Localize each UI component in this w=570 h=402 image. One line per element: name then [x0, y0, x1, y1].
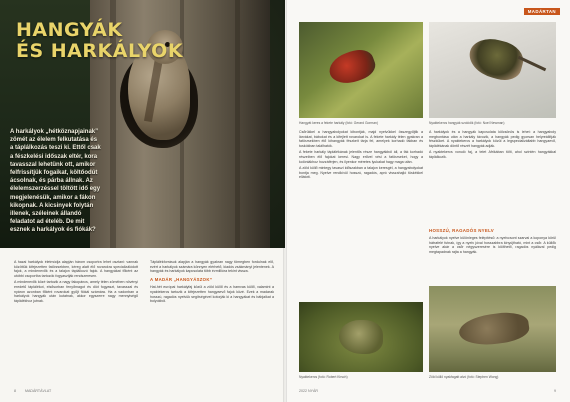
section-heading: A MADÁR „HANGYÁSZOK”	[150, 276, 213, 282]
article-lead: A harkályok „hétköznapjainak” zömét az élelem felkutatása és a táplálkozás teszi ki. Ettől csak a fészkelési időszak eltér, kora tavasszal lehetünk ott, amikor felfrissítjük fogaikat, költőodút ácsolnak, és párba állnak. Az élelemszerzéssel töltött idő egy megjelenésük, amikor a fákon kikopnak. A kicsinyek folytán illenek, széleinek állandó feladatot ad ételéb. De mit esznek a harkályok és fiókák?	[10, 129, 101, 234]
photo-caption: Nyaktekercs (fotó: Robert Kirsch)	[299, 375, 348, 379]
text-column-3: Csőrükkel a hangyabolyokat kibontják, majd nyelvükkel összegyűjtik a lárvákat, bábokat és a kifejlett rovarokat is. A fekete harkály télen gyakran a fatörzsekben élő lóhangyák fészkeit tárja fel, amelyek korhadó fákban és tuskókban találhatók. A fekete harkály táplálékának jelentős része hangyákból áll, a fák korhadó részeiben élő fajokat keresi. Nagy erővel vési a fatörzseket, hogy a kolóniákhoz hozzáférjen, és ilyenkor méretes lyukakat hagy maga után. A zöld küllő mintegy tavaszi időszakban a talajon keresgél, a hangyabolyokat bontja meg. Nyelve rendkívül hosszú, ragadós, apró visszahajló tüskékkel ellátott.	[299, 130, 423, 180]
wryneck-icon	[339, 320, 383, 354]
photo-caption: Zöld küllő nyakfagatt alvó (fotó: Stephen Wong)	[429, 375, 499, 379]
section-heading: HOSSZÚ, RAGADÓS NYELV	[429, 228, 495, 233]
article-title: HANGYÁK ÉS HARKÁLYOK	[16, 19, 184, 62]
text-column-5: A harkályok nyelve különleges felépítésű: a nyelvcsont szarvai a koponya körül hátrafelé futnak, így a nyelv jóval hosszabbra kinyújtható, mint a csőr. A küllők nyelve akár a csőr négyszeresére is kiölthető, ragadós nyálával pedig megtapadnak rajta a hangyák.	[429, 236, 556, 254]
photo-green-woodpecker	[429, 286, 556, 372]
page-footer-left	[14, 389, 51, 393]
page-footer-right	[299, 389, 556, 393]
photo-wryneck-feeding	[429, 22, 556, 118]
issue-label: 2022 NYÁR	[299, 389, 318, 393]
right-page	[285, 0, 570, 402]
photo-black-woodpecker	[299, 22, 423, 118]
body-text-left	[14, 260, 274, 378]
text-column-2: Táplálékforrásuk alapján a hangyák gyakran nagy tömegben fordulnak elő, ezért a harkályok számára könnyen elérhető, kiadós zsákmányt jelentenek. A hangyák és harkályok kapcsolata több évmillióra tekint vissza. A MADÁR „HANGYÁSZOK” Hat-hét európai harkályfaj közül a zöld küllő és a hamvas küllő, valamint a nyaktekercs tartozik a kifejezetten hangyaevő fajok közé. Ezek a madarak hosszú, ragadós nyelvük segítségével kotorják ki a hangyákat és bábjaikat a bolyokból.	[150, 260, 274, 304]
woodpecker-icon	[325, 45, 378, 89]
photo-caption: Hangyát keres a fekete harkály (fotó: Gerard Gorman)	[299, 121, 378, 125]
page-number: 9	[554, 389, 556, 393]
page-number: 8	[14, 389, 16, 393]
hero-photo-woodpecker	[0, 0, 285, 248]
page-gutter	[283, 0, 287, 402]
text-column-1: A hazai harkályok életmódja alapján három csoportra lehet osztani: vannak közöttük kifejezetten fatörzsekben, kéreg alatt élő rovarokra specializálódott fajok, a mindenevők és a talajon táplálkozó fajok. A hangyákat főként az utóbbi csoportba tartozók fogyasztják rendszeresen. A mindenevők közé tartozik a nagy fakopáncs, amely télen zömében növényi eredetű táplálékot, elsősorban fenyőmagot és diót fogyaszt, tavasszal és nyáron azonban főként rovarokat gyűjt fiókái számára. Ha a vadonban a harkályok hangyák után kutatnak, akkor egyszerre nagy mennyiségű táplálékhoz jutnak.	[14, 260, 138, 303]
wryneck-icon	[465, 34, 527, 85]
photo-caption: Nyaktekercs hangyák szolódik (fotó: Noel Newman)	[429, 121, 505, 125]
section-kicker: MADÁRTAN	[524, 8, 560, 15]
woodpecker-icon	[457, 309, 530, 348]
magazine-name: MADÁRTÁVLAT	[25, 389, 52, 393]
text-column-4: A harkályok és a hangyák kapcsolata kölcsönös is lehet: a hangyaboly megbontása után a harkály távozik, a hangyák pedig gyorsan helyreállítják fészküket. A nyaktekercs a harkályok közül a legspecializáltabb hangyaevő, táplálékának döntő részét hangyák adják. A nyaktekercs vonuló faj, a telet Afrikában tölti, ahol szintén hangyákkal táplálkozik.	[429, 130, 556, 159]
photo-wryneck	[299, 302, 423, 372]
